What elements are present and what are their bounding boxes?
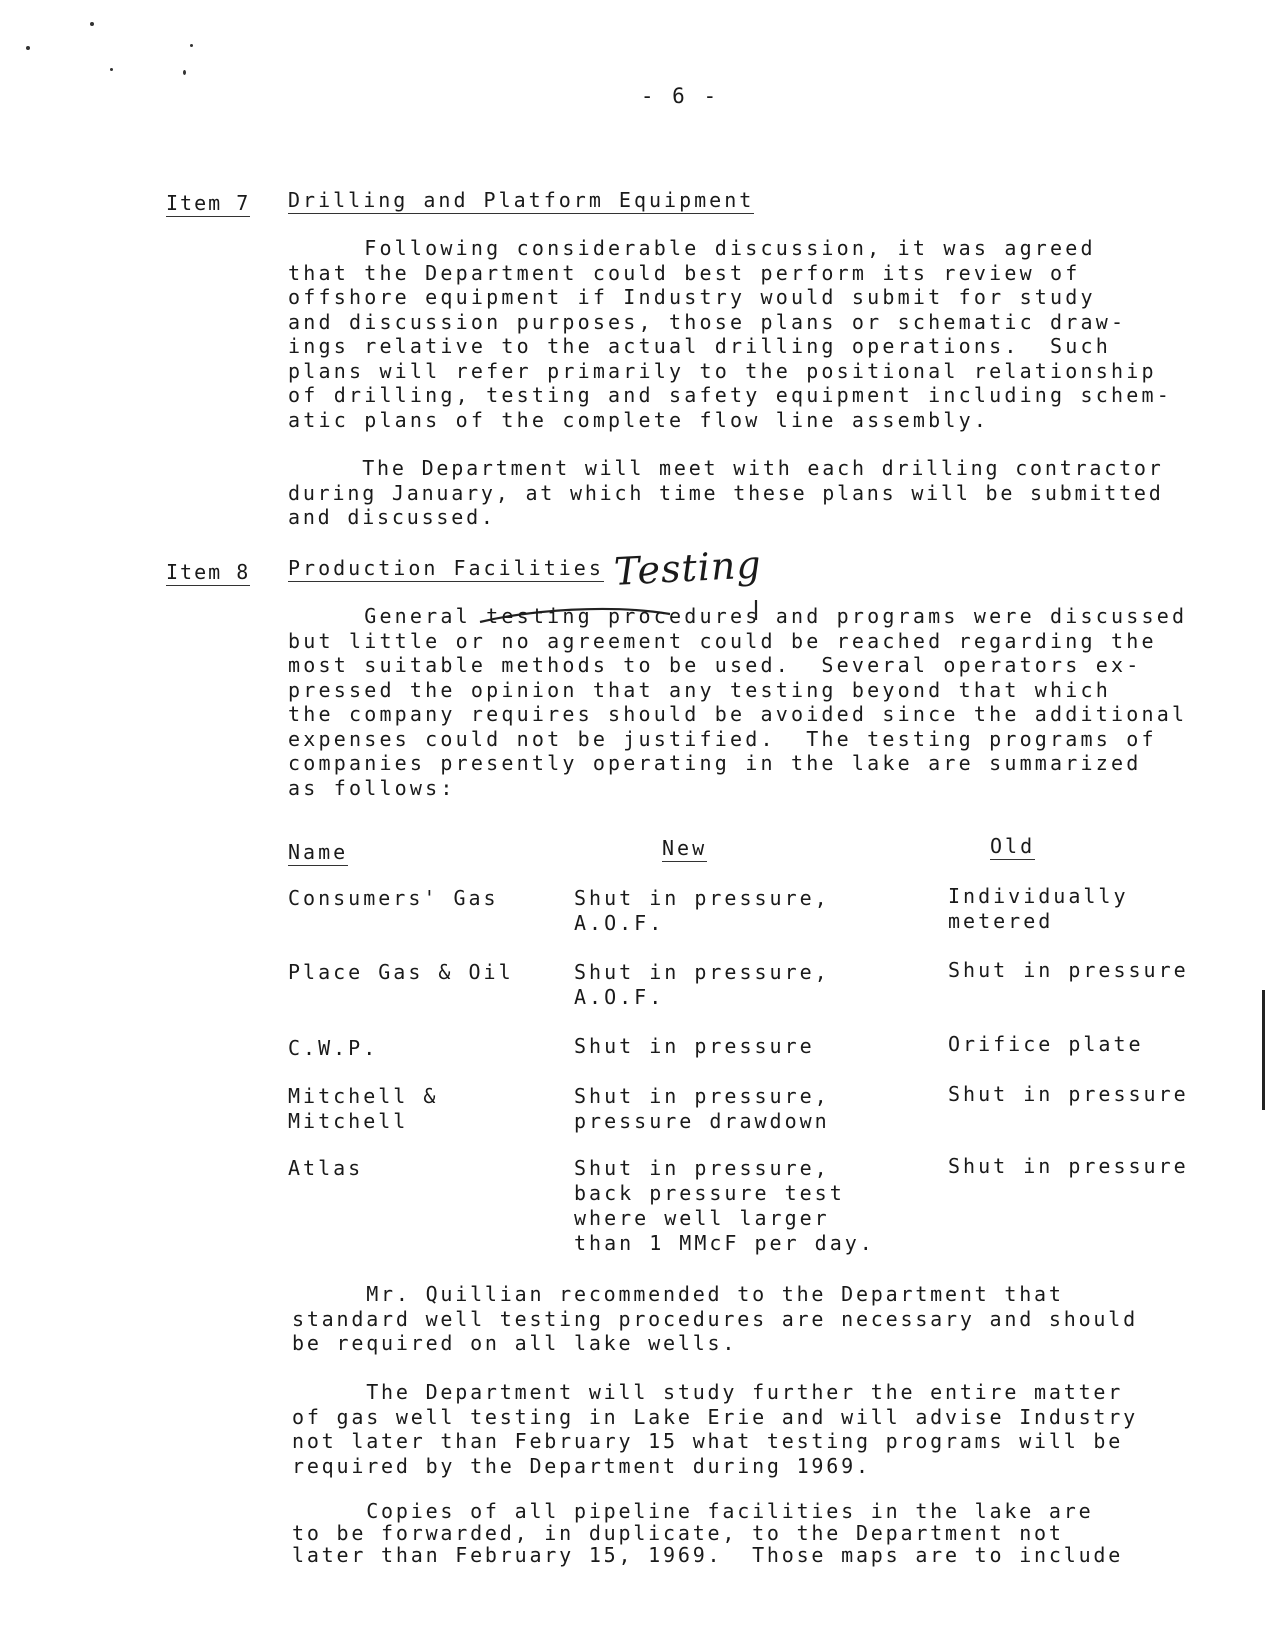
item-7-label: Item 7 <box>166 191 251 215</box>
table-row-2-new <box>574 960 830 1010</box>
text-line: and discussed. <box>288 505 496 529</box>
table-row-3-new <box>574 1034 815 1059</box>
text-line: and discussion purposes, those plans or schematic draw- <box>288 309 1127 334</box>
text-line: later than February 15, 1969. Those maps are to include <box>292 1543 1124 1567</box>
text-line: pressed the opinion that any testing beyond that which <box>288 677 1112 702</box>
text-line: to be forwarded, in duplicate, to the Department not <box>292 1521 1064 1545</box>
item-8-paragraph-2 <box>292 1282 1138 1356</box>
text-line: expenses could not be justified. The testing programs of <box>288 726 1157 751</box>
item-8-label: Item 8 <box>166 560 251 584</box>
cell-line: back pressure test <box>574 1181 845 1205</box>
item-7-heading: Drilling and Platform Equipment <box>288 188 755 212</box>
table-row-3-old <box>948 1032 1144 1057</box>
item-8-paragraph-3 <box>292 1380 1138 1478</box>
cell-line: metered <box>948 909 1054 933</box>
table-row-2-old <box>948 958 1189 983</box>
text-line: plans will refer primarily to the positional relationship <box>288 358 1157 383</box>
page-number: - 6 - <box>640 84 720 108</box>
cell-line: than 1 MMcF per day. <box>574 1231 875 1255</box>
table-row-4-old <box>948 1082 1189 1107</box>
cell-line: pressure drawdown <box>574 1109 830 1133</box>
cell-line: Mitchell <box>288 1109 409 1133</box>
table-row-4-new <box>574 1084 830 1134</box>
table-row-1-old <box>948 884 1129 934</box>
text-line: Mr. Quillian recommended to the Department that <box>292 1282 1064 1306</box>
text-line: standard well testing procedures are necessary and should <box>292 1306 1138 1331</box>
text-line: most suitable methods to be used. Several operators ex- <box>288 653 1142 677</box>
cell-line: A.O.F. <box>574 911 665 935</box>
cell-line: Shut in pressure, <box>574 886 830 910</box>
cell-line: Mitchell & <box>288 1084 439 1108</box>
scan-speck <box>110 68 113 71</box>
text-line: that the Department could best perform its review of <box>288 260 1081 285</box>
item-7-paragraph-1 <box>288 236 1172 432</box>
scan-speck <box>26 46 30 50</box>
cell-line: Shut in pressure <box>948 1082 1189 1106</box>
table-row-1-new <box>574 886 830 936</box>
column-header-old: Old <box>990 834 1036 858</box>
text-line: during January, at which time these plans will be submitted <box>288 480 1164 505</box>
item-8-paragraph-1 <box>288 604 1187 800</box>
cell-line: Shut in pressure, <box>574 1156 830 1180</box>
table-row-5-new <box>574 1156 875 1256</box>
text-line: Following considerable discussion, it was agreed <box>288 236 1096 260</box>
text-line: not later than February 15 what testing programs will be <box>292 1429 1124 1453</box>
text-line: required by the Department during 1969. <box>292 1453 871 1478</box>
column-header-new: New <box>662 836 708 860</box>
handwritten-annotation: Testing <box>612 542 763 594</box>
cell-line: Shut in pressure <box>574 1034 815 1058</box>
text-line: atic plans of the complete flow line assembly. <box>288 407 990 432</box>
table-row-1-name <box>288 886 499 911</box>
scan-speck <box>183 70 186 75</box>
cell-line: A.O.F. <box>574 985 665 1009</box>
cell-line: Consumers' Gas <box>288 886 499 910</box>
item-8-heading: Production Facilities <box>288 556 604 580</box>
scan-speck <box>190 44 193 47</box>
text-line: Copies of all pipeline facilities in the lake are <box>292 1499 1094 1523</box>
cell-line: Shut in pressure, <box>574 960 830 984</box>
table-row-5-name <box>288 1156 363 1181</box>
text-line: as follows: <box>288 775 456 800</box>
cell-line: where well larger <box>574 1206 830 1230</box>
cell-line: Shut in pressure <box>948 1154 1189 1178</box>
text-line: General testing procedures and programs were discussed <box>288 604 1188 628</box>
scan-edge-mark <box>1262 990 1265 1110</box>
table-row-5-old <box>948 1154 1189 1179</box>
cell-line: Shut in pressure <box>948 958 1189 982</box>
text-line: companies presently operating in the lake are summarized <box>288 751 1142 775</box>
table-row-3-name <box>288 1036 378 1061</box>
cell-line: Shut in pressure, <box>574 1084 830 1108</box>
item-8-paragraph-4 <box>292 1500 1123 1566</box>
cell-line: Place Gas & Oil <box>288 960 514 984</box>
text-line: The Department will study further the entire matter <box>292 1380 1124 1404</box>
text-line: ings relative to the actual drilling operations. Such <box>288 334 1112 358</box>
cell-line: Individually <box>948 884 1129 908</box>
cell-line: Atlas <box>288 1156 364 1180</box>
scan-speck <box>90 22 94 26</box>
text-line: but little or no agreement could be reached regarding the <box>288 628 1157 653</box>
item-7-paragraph-2 <box>288 456 1164 530</box>
table-row-4-name <box>288 1084 438 1134</box>
text-line: the company requires should be avoided since the additional <box>288 702 1188 726</box>
cell-line: Orifice plate <box>948 1032 1144 1056</box>
text-line: be required on all lake wells. <box>292 1331 738 1355</box>
text-line: The Department will meet with each drilling contractor <box>288 456 1164 480</box>
table-row-2-name <box>288 960 514 985</box>
text-line: offshore equipment if Industry would submit for study <box>288 285 1096 309</box>
text-line: of gas well testing in Lake Erie and will advise Industry <box>292 1404 1138 1429</box>
text-line: of drilling, testing and safety equipment including schem- <box>288 383 1172 407</box>
cell-line: C.W.P. <box>288 1036 379 1060</box>
column-header-name: Name <box>288 840 349 864</box>
